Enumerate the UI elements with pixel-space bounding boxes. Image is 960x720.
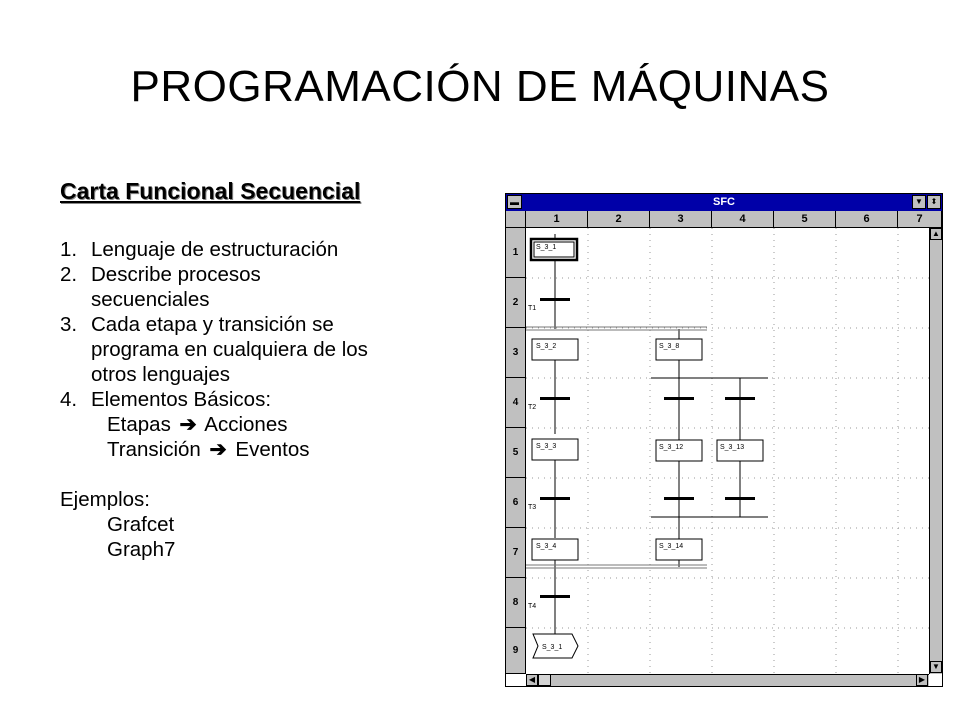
- step-label: S_3_1: [536, 244, 557, 251]
- row-header[interactable]: 5: [506, 428, 526, 478]
- column-header[interactable]: 5: [774, 211, 836, 228]
- basic-element-etapas: Etapas ➔ Acciones: [107, 413, 288, 436]
- row-header[interactable]: 3: [506, 328, 526, 378]
- bullet-list-column: [60, 237, 480, 562]
- arrow-right-icon: ➔: [179, 413, 197, 436]
- sfc-links: [555, 234, 768, 634]
- transition-label: T3: [528, 504, 537, 511]
- example-item: Graph7: [107, 538, 176, 561]
- column-header[interactable]: 7: [898, 211, 942, 228]
- sfc-diagram-canvas[interactable]: [506, 194, 942, 686]
- scroll-up-icon[interactable]: ▲: [930, 228, 942, 240]
- window-title: SFC: [713, 196, 735, 208]
- list-item: 3. Cada etapa y transición se programa en cualquiera de los otros lenguajes: [60, 313, 368, 386]
- scroll-right-icon[interactable]: ▶: [916, 674, 928, 686]
- step-label: S_3_8: [659, 343, 680, 350]
- row-header[interactable]: 9: [506, 628, 526, 674]
- row-header[interactable]: 1: [506, 228, 526, 278]
- horizontal-scrollbar[interactable]: [526, 674, 929, 686]
- column-header[interactable]: 2: [588, 211, 650, 228]
- step-label: S_3_12: [659, 444, 684, 451]
- column-header[interactable]: 4: [712, 211, 774, 228]
- example-item: Grafcet: [107, 513, 175, 536]
- page-title: PROGRAMACIÓN DE MÁQUINAS: [130, 62, 830, 111]
- list-item: 2. Describe procesos secuenciales: [60, 263, 261, 311]
- sfc-window: [505, 193, 943, 687]
- step-label: S_3_2: [536, 343, 557, 350]
- examples-label: Ejemplos:: [60, 488, 151, 511]
- column-header[interactable]: 6: [836, 211, 898, 228]
- step-label: S_3_4: [536, 543, 557, 550]
- row-header[interactable]: 7: [506, 528, 526, 578]
- section-subtitle: Carta Funcional Secuencial: [60, 178, 361, 204]
- basic-element-transicion: Transición ➔ Eventos: [107, 438, 310, 461]
- list-item: 4. Elementos Básicos:: [60, 388, 272, 411]
- numbered-list: [60, 237, 480, 412]
- scroll-thumb[interactable]: [538, 674, 551, 686]
- minimize-button[interactable]: ▼: [912, 195, 926, 209]
- column-header[interactable]: 1: [526, 211, 588, 228]
- transition-label: T2: [528, 404, 537, 411]
- scroll-left-icon[interactable]: ◀: [526, 674, 538, 686]
- scroll-down-icon[interactable]: ▼: [930, 661, 942, 673]
- row-header[interactable]: 8: [506, 578, 526, 628]
- transition-label: T4: [528, 603, 537, 610]
- jump-label: S_3_1: [542, 644, 563, 651]
- step-label: S_3_3: [536, 443, 557, 450]
- column-header[interactable]: 3: [650, 211, 712, 228]
- transition-label: T1: [528, 305, 537, 312]
- row-header[interactable]: 6: [506, 478, 526, 528]
- vertical-scrollbar[interactable]: [929, 228, 942, 674]
- step-label: S_3_13: [720, 444, 745, 451]
- restore-button[interactable]: ⬍: [927, 195, 941, 209]
- system-menu-button[interactable]: ▬: [507, 195, 522, 209]
- arrow-right-icon: ➔: [209, 438, 227, 461]
- step-label: S_3_14: [659, 543, 684, 550]
- row-header[interactable]: 4: [506, 378, 526, 428]
- list-item: 1. Lenguaje de estructuración: [60, 238, 339, 261]
- row-header[interactable]: 2: [506, 278, 526, 328]
